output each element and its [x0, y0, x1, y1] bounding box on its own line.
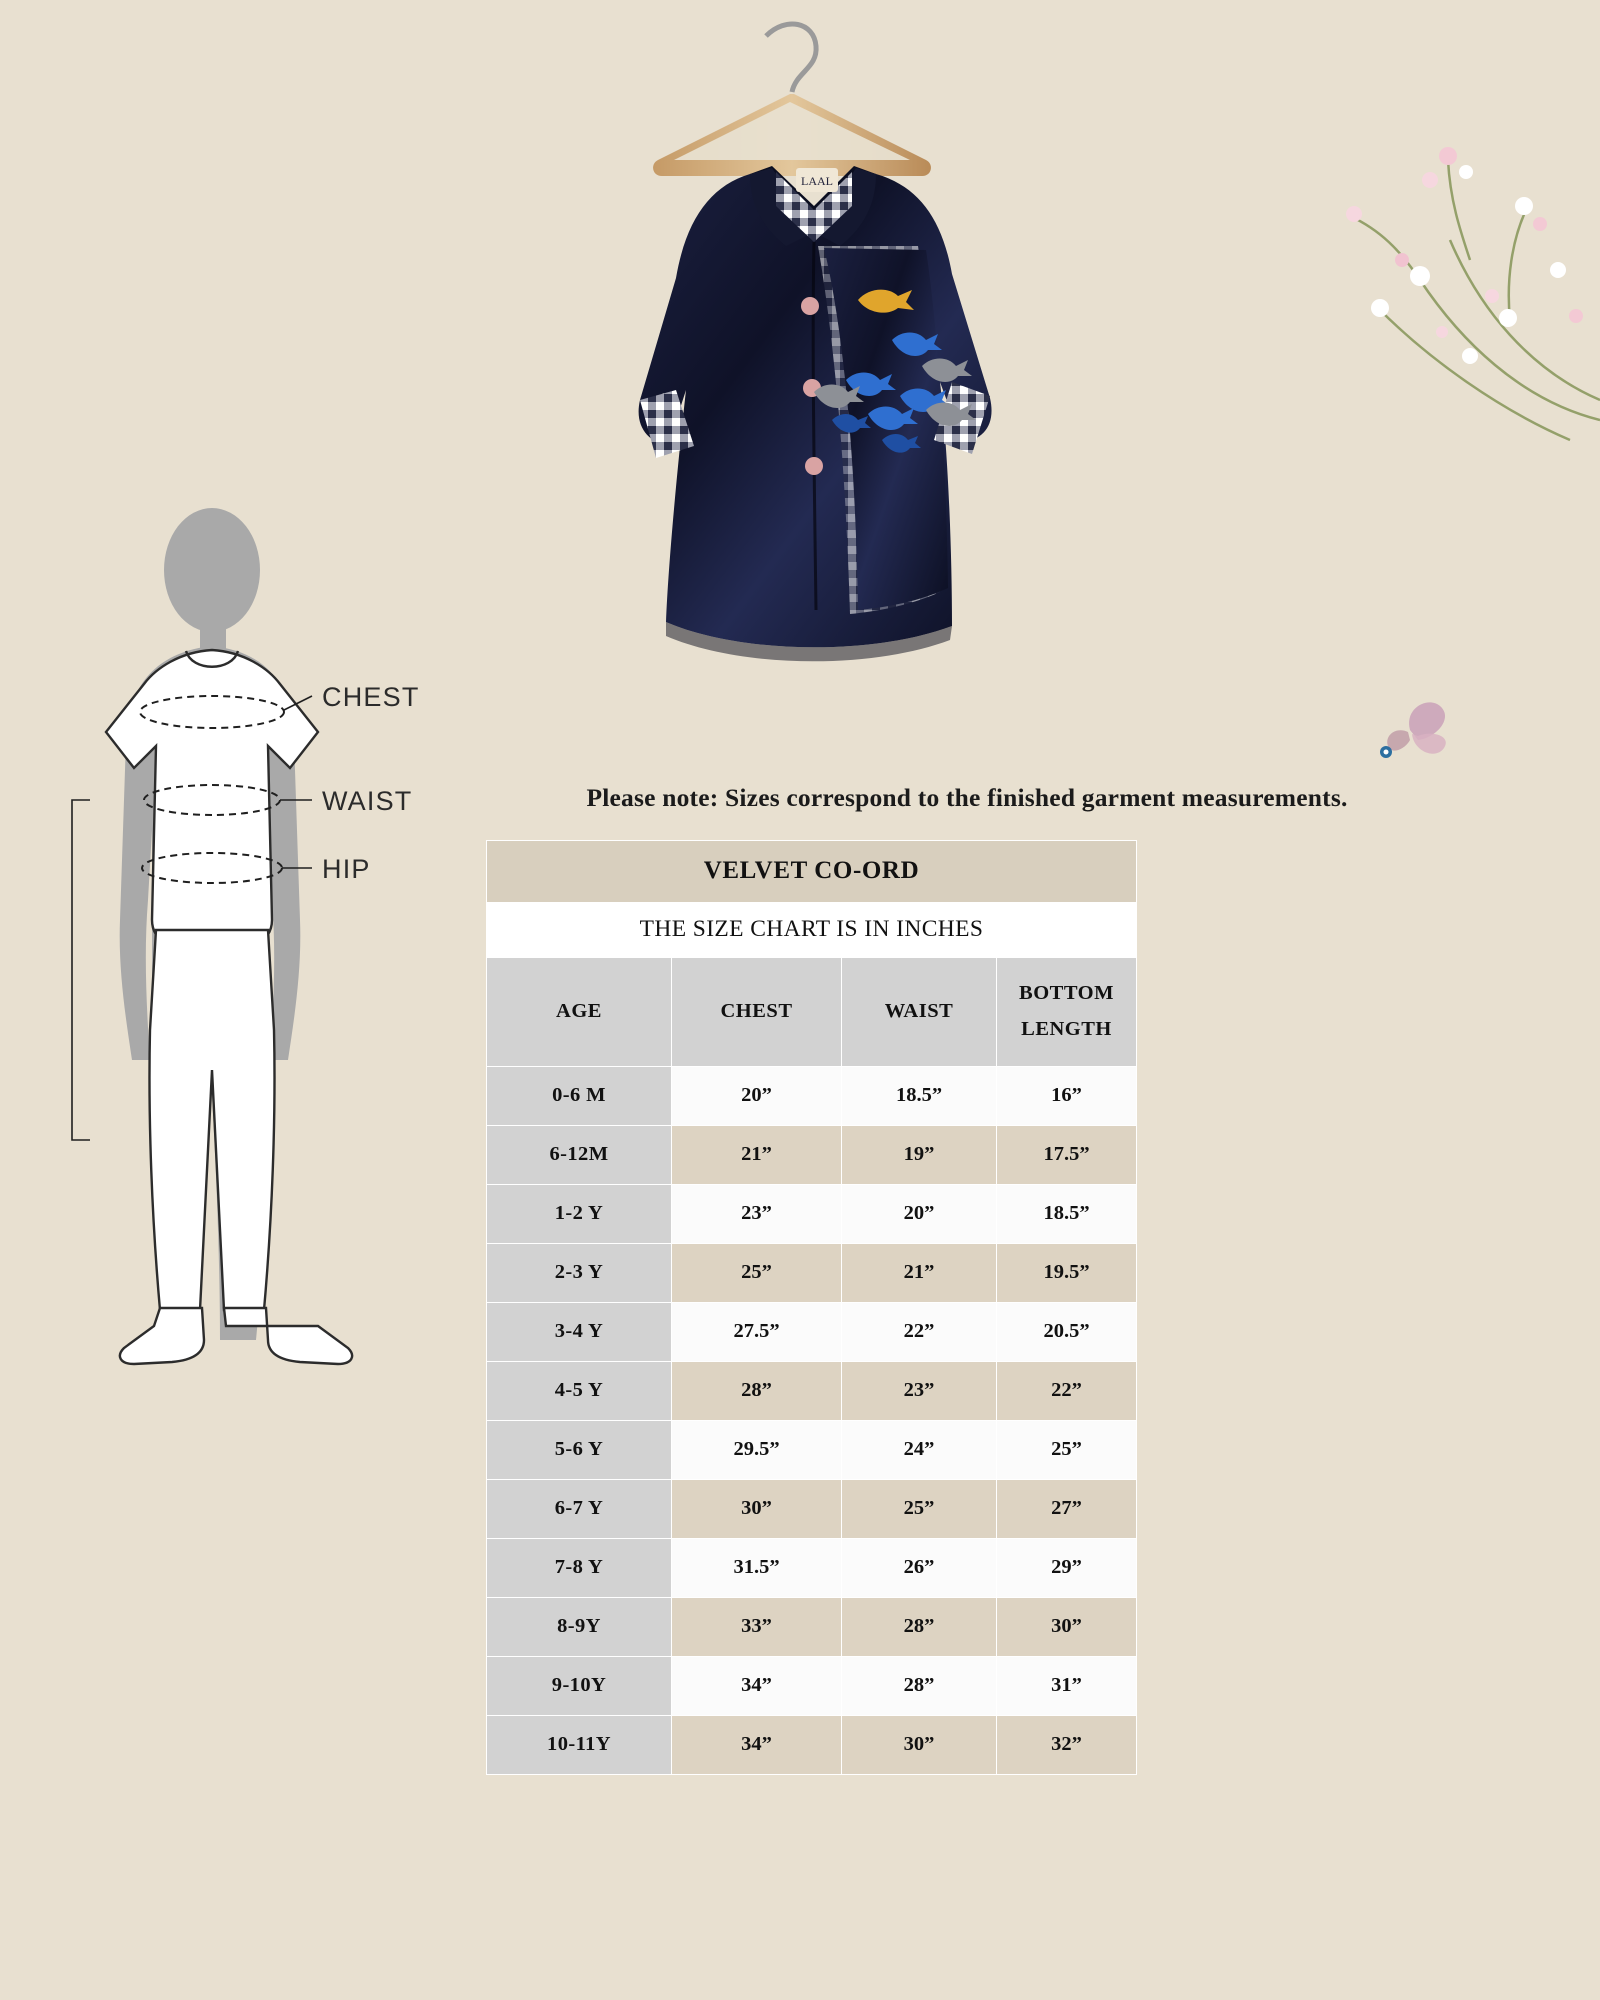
cell-waist: 30” — [842, 1715, 997, 1774]
size-chart-container — [486, 840, 1136, 1775]
table-row — [487, 1125, 1137, 1184]
note-text: Please note: Sizes correspond to the finished garment measurements. — [586, 783, 1348, 812]
cell-chest: 34” — [672, 1715, 842, 1774]
cell-waist: 24” — [842, 1420, 997, 1479]
label-chest: CHEST — [322, 682, 420, 712]
cell-age: 7-8 Y — [487, 1538, 672, 1597]
cell-length: 19.5” — [997, 1243, 1137, 1302]
cell-chest: 28” — [672, 1361, 842, 1420]
cell-age: 9-10Y — [487, 1656, 672, 1715]
cell-waist: 25” — [842, 1479, 997, 1538]
cell-waist: 20” — [842, 1184, 997, 1243]
cell-length: 22” — [997, 1361, 1137, 1420]
table-row — [487, 1715, 1137, 1774]
cell-length: 27” — [997, 1479, 1137, 1538]
cell-waist: 26” — [842, 1538, 997, 1597]
label-hip: HIP — [322, 854, 371, 884]
cell-chest: 23” — [672, 1184, 842, 1243]
cell-length: 18.5” — [997, 1184, 1137, 1243]
cell-chest: 31.5” — [672, 1538, 842, 1597]
cell-chest: 25” — [672, 1243, 842, 1302]
cell-length: 29” — [997, 1538, 1137, 1597]
table-row — [487, 1656, 1137, 1715]
cell-waist: 28” — [842, 1597, 997, 1656]
table-row — [487, 1184, 1137, 1243]
table-title: VELVET CO-ORD — [487, 841, 1137, 903]
header-waist: WAIST — [842, 958, 997, 1067]
table-row — [487, 1479, 1137, 1538]
cell-chest: 21” — [672, 1125, 842, 1184]
table-header-row — [487, 958, 1137, 1067]
cell-chest: 33” — [672, 1597, 842, 1656]
cell-chest: 34” — [672, 1656, 842, 1715]
cell-waist: 21” — [842, 1243, 997, 1302]
cell-age: 10-11Y — [487, 1715, 672, 1774]
cell-age: 4-5 Y — [487, 1361, 672, 1420]
cell-chest: 30” — [672, 1479, 842, 1538]
body-figure-illustration — [60, 500, 520, 1400]
cell-chest: 27.5” — [672, 1302, 842, 1361]
header-bottom-line2: LENGTH — [1021, 1017, 1112, 1040]
table-subtitle-row — [487, 903, 1137, 958]
cell-waist: 23” — [842, 1361, 997, 1420]
cell-age: 6-7 Y — [487, 1479, 672, 1538]
cell-length: 20.5” — [997, 1302, 1137, 1361]
header-chest: CHEST — [672, 958, 842, 1067]
cell-length: 25” — [997, 1420, 1137, 1479]
cell-age: 2-3 Y — [487, 1243, 672, 1302]
table-subtitle: THE SIZE CHART IS IN INCHES — [487, 903, 1137, 958]
table-row — [487, 1243, 1137, 1302]
velvet-shirt-illustration — [600, 10, 1220, 770]
table-row — [487, 1420, 1137, 1479]
cell-length: 30” — [997, 1597, 1137, 1656]
label-waist: WAIST — [322, 786, 413, 816]
cell-waist: 18.5” — [842, 1066, 997, 1125]
cell-length: 16” — [997, 1066, 1137, 1125]
butterfly-decoration — [1370, 690, 1460, 770]
header-bottom-line1: BOTTOM — [1019, 982, 1114, 1004]
body-measurement-diagram — [60, 500, 520, 1400]
table-title-row — [487, 841, 1137, 903]
header-bottom-length — [997, 958, 1137, 1067]
cell-age: 1-2 Y — [487, 1184, 672, 1243]
butterfly-icon — [1370, 690, 1460, 770]
cell-age: 3-4 Y — [487, 1302, 672, 1361]
flowers-illustration — [1270, 120, 1600, 450]
cell-length: 32” — [997, 1715, 1137, 1774]
size-chart-table — [486, 840, 1137, 1775]
cell-length: 31” — [997, 1656, 1137, 1715]
cell-age: 8-9Y — [487, 1597, 672, 1656]
cell-waist: 22” — [842, 1302, 997, 1361]
baby-breath-flowers-decoration — [1270, 120, 1600, 450]
cell-age: 5-6 Y — [487, 1420, 672, 1479]
cell-waist: 28” — [842, 1656, 997, 1715]
garment-photo — [600, 10, 1220, 770]
table-row — [487, 1066, 1137, 1125]
cell-age: 0-6 M — [487, 1066, 672, 1125]
table-row — [487, 1302, 1137, 1361]
table-row — [487, 1361, 1137, 1420]
cell-age: 6-12M — [487, 1125, 672, 1184]
cell-chest: 29.5” — [672, 1420, 842, 1479]
cell-chest: 20” — [672, 1066, 842, 1125]
table-row — [487, 1597, 1137, 1656]
svg-text:LAAL: LAAL — [801, 174, 833, 188]
cell-length: 17.5” — [997, 1125, 1137, 1184]
cell-waist: 19” — [842, 1125, 997, 1184]
table-row — [487, 1538, 1137, 1597]
header-age: AGE — [487, 958, 672, 1067]
